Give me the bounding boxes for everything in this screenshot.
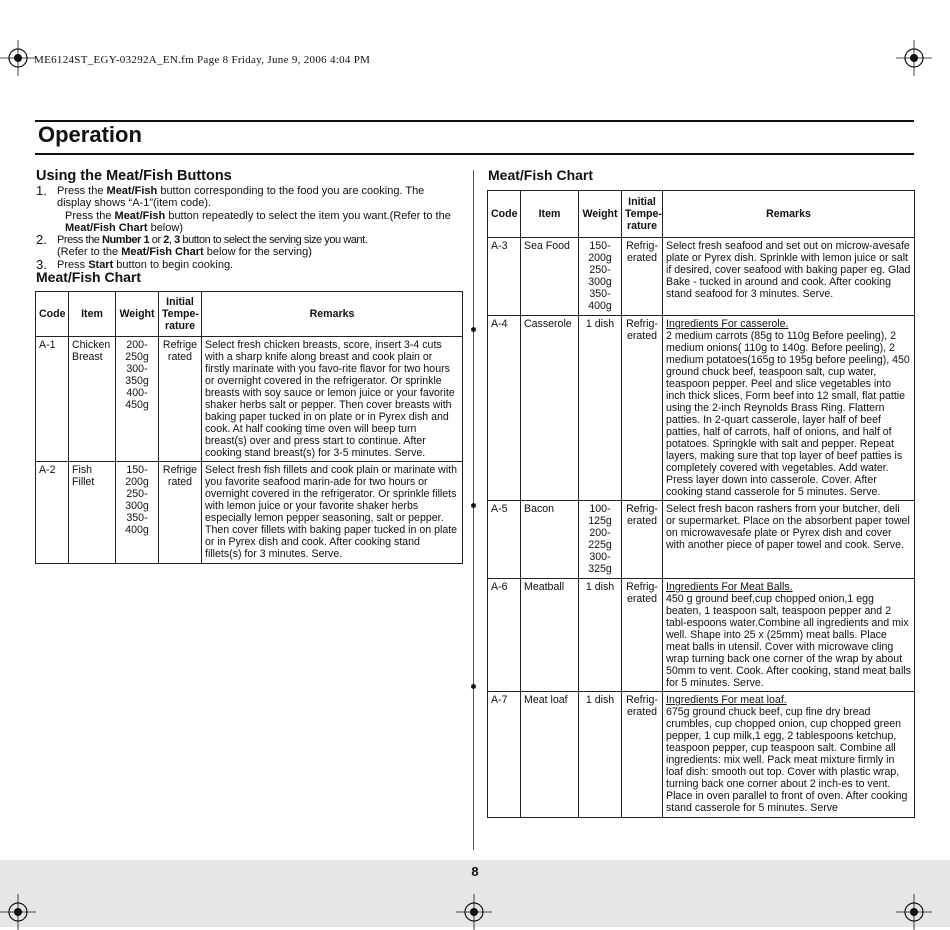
registration-mark-icon xyxy=(456,894,492,930)
weight-cell: 150-200g 250-300g 350-400g xyxy=(579,238,622,316)
step-button-name: Meat/Fish xyxy=(106,185,158,197)
right-meat-fish-table xyxy=(487,190,915,818)
title-top-rule xyxy=(35,120,914,122)
step-chart-ref: Meat/Fish Chart xyxy=(65,221,148,234)
step-line xyxy=(57,234,465,246)
remarks-cell xyxy=(663,316,915,501)
temp-cell: Refrige rated xyxy=(159,462,202,564)
step-chart-ref: Meat/Fish Chart xyxy=(121,246,204,259)
remarks-cell: Select fresh chicken breasts, score, insert 3-4 cuts with a sharp knife along breast and cook plain or firstly marinate with you favo-rite flavor for two hours or overnight covered in the refrigerator. Or sprinkle breasts with soy sauce or lemon juice or your favorite shaker herbs salt or pepper. Then cover breasts with baking paper tucked in on plate or in Pyrex dish and cook. At half cooking time oven will beep turn breast(s) over and press start to continue. After cooking stand breast(s) for 3-5 minutes. Serve. xyxy=(202,337,463,462)
col-header-code: Code xyxy=(488,191,521,238)
code-cell: A-6 xyxy=(488,579,521,692)
step-text: , xyxy=(168,234,175,247)
weight-cell: 200-250g 300-350g 400-450g xyxy=(116,337,159,462)
col-header-temp: Initial Tempe-rature xyxy=(159,292,202,337)
step-number: 3. xyxy=(36,256,47,272)
step-button-name: Start xyxy=(88,258,114,271)
step-text: below) xyxy=(147,221,183,234)
temp-cell: Refrig-erated xyxy=(622,579,663,692)
step-line: display shows “A-1”(item code). xyxy=(57,197,212,210)
step-text: button to select the serving size you want. xyxy=(179,234,368,247)
col-header-temp: Initial Tempe-rature xyxy=(622,191,663,238)
remarks-text: Select fresh seafood and set out on microw-avesafe plate or Pyrex dish. Sprinkle with lemon juice or salt if desired, cover seafood with baking paper eg. Glad Bake - tucked in around and cook. After cooking stand seafood for 3 minutes. Serve. xyxy=(666,240,911,300)
item-cell: Fish Fillet xyxy=(69,462,116,564)
temp-cell: Refrig-erated xyxy=(622,501,663,579)
table-row xyxy=(36,462,463,564)
step-text: Press the xyxy=(65,209,115,222)
instruction-steps xyxy=(35,185,465,271)
remarks-cell xyxy=(663,579,915,692)
table-header-row xyxy=(488,191,915,238)
table-row xyxy=(488,579,915,692)
remarks-cell xyxy=(663,692,915,818)
col-header-weight: Weight xyxy=(116,292,159,337)
left-chart-title: Meat/Fish Chart xyxy=(36,269,142,285)
table-row xyxy=(488,692,915,818)
step-text: button repeatedly to select the item you want.(Refer to the xyxy=(165,209,451,222)
col-header-code: Code xyxy=(36,292,69,337)
code-cell: A-3 xyxy=(488,238,521,316)
col-header-weight: Weight xyxy=(579,191,622,238)
step-text: or xyxy=(149,234,164,247)
step-line xyxy=(57,246,465,258)
code-cell: A-2 xyxy=(36,462,69,564)
left-meat-fish-table xyxy=(35,291,463,564)
divider-dot xyxy=(471,503,476,508)
item-cell: Meatball xyxy=(521,579,579,692)
weight-cell: 1 dish xyxy=(579,316,622,501)
right-chart-title: Meat/Fish Chart xyxy=(488,167,594,183)
remarks-text: 675g ground chuck beef, cup fine dry bread crumbles, cup chopped onion, cup chopped green pepper, 1 cup milk,1 egg, 2 tablespoons ketchup, teaspoon pepper, cup teaspoon salt. Combine all ingredients: mix well. Pack meat mixture firmly in loaf dish: smooth out top. Cover with plastic wrap, turning back one corner about 2 inch-es to vent. Place in oven parallel to front of oven. After cooking stand casserole for 5 minutes. Serve xyxy=(666,706,908,814)
divider-dot xyxy=(471,684,476,689)
step-1 xyxy=(35,185,465,234)
item-cell: Chicken Breast xyxy=(69,337,116,462)
step-number: 2. xyxy=(36,232,47,248)
column-divider xyxy=(473,170,474,850)
item-cell: Sea Food xyxy=(521,238,579,316)
table-row xyxy=(488,501,915,579)
remarks-text: Select fresh bacon rashers from your butcher, deli or supermarket. Place on the absorbent paper towel on microwavesafe plate or Pyrex dish and cover with another piece of paper towel and cook. Serve. xyxy=(666,503,910,551)
temp-cell: Refrige rated xyxy=(159,337,202,462)
remarks-cell: Select fresh fish fillets and cook plain or marinate with you favorite seafood marin-ade for two hours or overnight covered in the refrigerator. Or sprinkle fillets with lemon juice or your favorite shaker herbs especially lemon pepper seasoning, salt or pepper. Then cover fillets with baking paper tucked in on plate or in Pyrex dish and cook. After cooking stand fillets(s) for 3 minutes. Serve. xyxy=(202,462,463,564)
step-button-name: 2 xyxy=(163,234,169,247)
section-title: Using the Meat/Fish Buttons xyxy=(36,168,232,184)
step-2 xyxy=(35,234,465,259)
step-line xyxy=(57,210,465,222)
item-cell: Casserole xyxy=(521,316,579,501)
ingredients-heading: Ingredients For Meat Balls. xyxy=(666,581,793,593)
step-text: Press xyxy=(57,258,89,271)
table-row xyxy=(36,337,463,462)
remarks-text: 450 g ground beef,cup chopped onion,1 egg beaten, 1 teaspoon salt, teaspoon pepper and 2 tabl-espoons water.Combine all ingredients and mix well. Shape into 25 x (25mm) meat balls. Place meat balls in utensil. Cover with microwave cling wrap turning back one corner of the wrap by about 50mm to vent. Cook. After cooking, stand meat balls for 5 minutes. Serve. xyxy=(666,593,911,689)
step-text: Press the xyxy=(57,234,103,247)
col-header-remarks: Remarks xyxy=(202,292,463,337)
page-title: Operation xyxy=(38,122,142,147)
table-row xyxy=(488,316,915,501)
ingredients-heading: Ingredients For meat loaf. xyxy=(666,694,787,706)
registration-mark-icon xyxy=(896,40,932,76)
weight-cell: 1 dish xyxy=(579,579,622,692)
divider-dot xyxy=(471,327,476,332)
code-cell: A-7 xyxy=(488,692,521,818)
weight-cell: 100-125g 200-225g 300-325g xyxy=(579,501,622,579)
step-button-name: Number 1 xyxy=(102,234,150,247)
remarks-cell xyxy=(663,238,915,316)
code-cell: A-5 xyxy=(488,501,521,579)
temp-cell: Refrig-erated xyxy=(622,316,663,501)
step-line xyxy=(57,222,465,234)
step-button-name: Meat/Fish xyxy=(114,209,166,222)
step-button-name: 3 xyxy=(174,234,180,247)
col-header-item: Item xyxy=(521,191,579,238)
registration-mark-icon xyxy=(0,894,36,930)
item-cell: Meat loaf xyxy=(521,692,579,818)
file-header: ME6124ST_EGY-03292A_EN.fm Page 8 Friday, June 9, 2006 4:04 PM xyxy=(34,54,371,66)
step-text: button corresponding to the food you are cooking. The xyxy=(157,185,425,197)
code-cell: A-1 xyxy=(36,337,69,462)
registration-mark-icon xyxy=(896,894,932,930)
step-line xyxy=(57,185,465,197)
table-row xyxy=(488,238,915,316)
step-text: (Refer to the xyxy=(57,246,122,259)
temp-cell: Refrig-erated xyxy=(622,238,663,316)
step-text: button to begin cooking. xyxy=(113,258,234,271)
col-header-remarks: Remarks xyxy=(663,191,915,238)
step-number: 1. xyxy=(36,183,47,198)
page-number: 8 xyxy=(471,864,479,879)
code-cell: A-4 xyxy=(488,316,521,501)
weight-cell: 150-200g 250-300g 350-400g xyxy=(116,462,159,564)
remarks-text: 2 medium carrots (85g to 110g Before peeling), 2 medium onions( 110g to 140g. Before peeling), 2 medium potatoes(165g to 195g before peeling), 450 ground chuck beef, teaspoon salt, cup water, teaspoon pepper. Peel and slice vegetables into inch thick slices, Form beef into 12 small, flat pattie using the 2-inch Reynolds Brass Ring. Flattern patties. In 2-quart casserole, layer half of beef patties, half of carrots, half of onions, and half of potatoes. Springkle with salt and pepper. Repeat layers, making sure that top layer of beef patties is completely covered with vegetables. Add water. Press layer down into casserole. Cover. After cooking stand casserole for 5 minutes. Serve. xyxy=(666,330,910,498)
col-header-item: Item xyxy=(69,292,116,337)
weight-cell: 1 dish xyxy=(579,692,622,818)
step-text: below for the serving) xyxy=(203,246,312,259)
title-bottom-rule xyxy=(35,153,914,155)
remarks-cell xyxy=(663,501,915,579)
item-cell: Bacon xyxy=(521,501,579,579)
step-text: Press the xyxy=(57,185,107,197)
table-header-row xyxy=(36,292,463,337)
registration-mark-icon xyxy=(0,40,36,76)
temp-cell: Refrig-erated xyxy=(622,692,663,818)
ingredients-heading: Ingredients For casserole. xyxy=(666,318,789,330)
